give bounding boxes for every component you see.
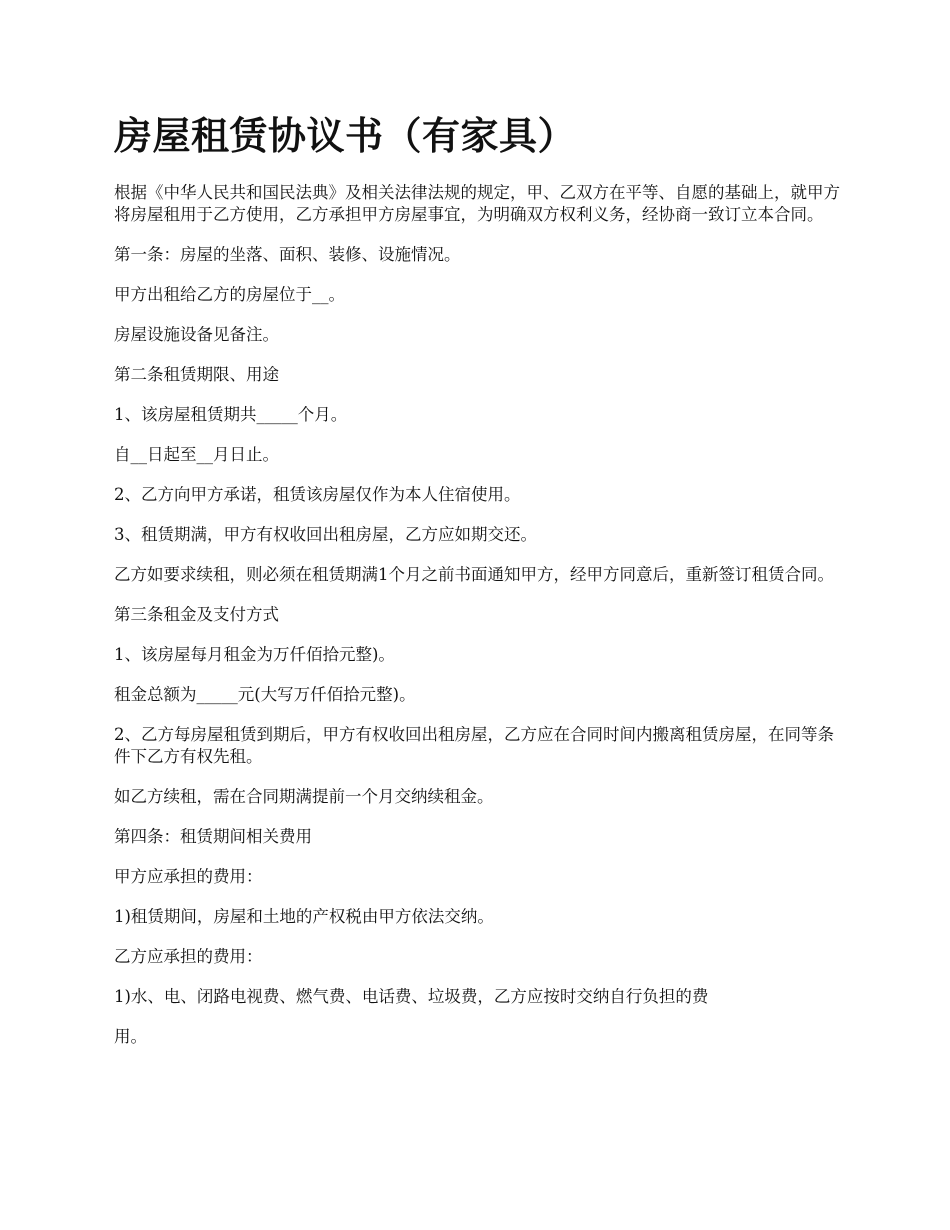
- paragraph: 房屋设施设备见备注。: [114, 325, 279, 344]
- paragraph: 自__日起至__月日止。: [114, 445, 279, 464]
- paragraph-article-3-heading: 第三条租金及支付方式: [114, 605, 279, 624]
- paragraph-article-2-heading: 第二条租赁期限、用途: [114, 365, 279, 384]
- paragraph: 乙方如要求续租，则必须在租赁期满1个月之前书面通知甲方，经甲方同意后，重新签订租赁合同。: [114, 565, 834, 584]
- paragraph-article-4-heading: 第四条：租赁期间相关费用: [114, 827, 312, 846]
- paragraph: 乙方应承担的费用：: [114, 947, 263, 966]
- paragraph: 1、该房屋每月租金为万仟佰拾元整)。: [114, 645, 395, 664]
- paragraph: 1)租赁期间，房屋和土地的产权税由甲方依法交纳。: [114, 907, 494, 926]
- paragraph: 2、乙方向甲方承诺，租赁该房屋仅作为本人住宿使用。: [114, 485, 521, 504]
- paragraph: 1)水、电、闭路电视费、燃气费、电话费、垃圾费，乙方应按时交纳自行负担的费: [114, 987, 709, 1006]
- paragraph: 1、该房屋租赁期共_____个月。: [114, 405, 348, 424]
- paragraph-article-1-heading: 第一条：房屋的坐落、面积、装修、设施情况。: [114, 245, 461, 264]
- paragraph: 甲方应承担的费用：: [114, 867, 263, 886]
- paragraph: 3、租赁期满，甲方有权收回出租房屋，乙方应如期交还。: [114, 525, 537, 544]
- paragraph: 甲方出租给乙方的房屋位于__。: [114, 285, 345, 304]
- document-title: 房屋租赁协议书（有家具）: [114, 113, 577, 158]
- paragraph: 租金总额为_____元(大写万仟佰拾元整)。: [114, 685, 416, 704]
- paragraph: 如乙方续租，需在合同期满提前一个月交纳续租金。: [114, 787, 494, 806]
- document-page: [114, 108, 840, 1066]
- paragraph: 用。: [114, 1027, 147, 1046]
- paragraph-preamble: 根据《中华人民共和国民法典》及相关法律法规的规定，甲、乙双方在平等、自愿的基础上，就甲方将房屋租用于乙方使用，乙方承担甲方房屋事宜，为明确双方权利义务，经协商一致订立本合同。: [114, 183, 840, 224]
- paragraph: 2、乙方每房屋租赁到期后，甲方有权收回出租房屋，乙方应在合同时间内搬离租赁房屋，在同等条件下乙方有权先租。: [114, 725, 834, 766]
